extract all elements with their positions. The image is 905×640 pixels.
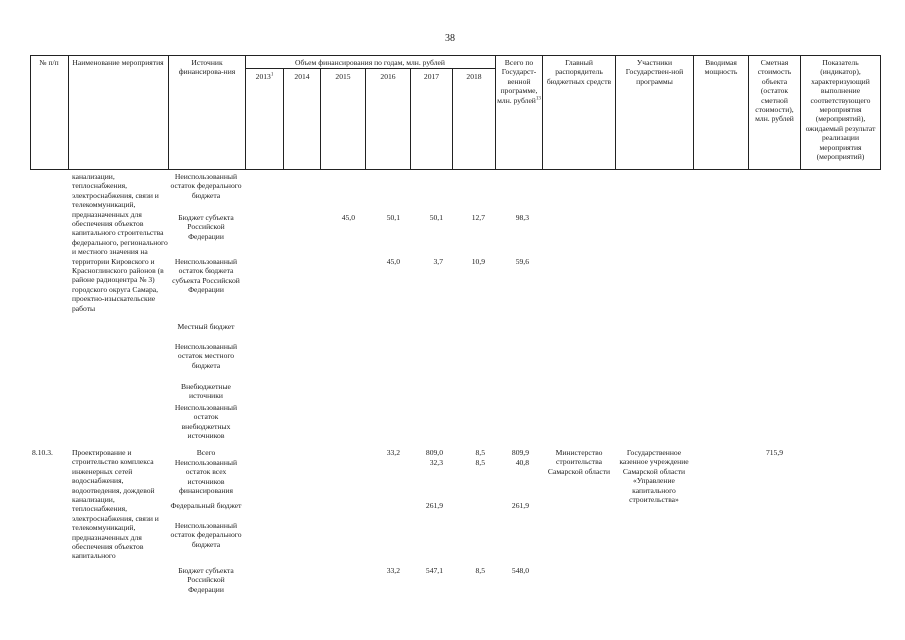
row-810-3-value-2018: 8,5 — [475, 448, 485, 457]
row-810-3-value-2017: 32,3 — [429, 458, 443, 467]
header-volume: Объем финансирования по годам, млн. рублей — [295, 58, 445, 67]
row-810-3-value-2018: 8,5 — [475, 566, 485, 575]
row-810-3-source-label: Всего — [196, 448, 216, 457]
row-prev-source-label: Неиспользованный остаток бюджета субъекта Российской Федерации — [172, 257, 240, 295]
header-year-2017: 2017 — [423, 72, 440, 81]
row-prev-source-label: Неиспользованный остаток федерального бюджета — [170, 172, 242, 200]
header-distributor: Главный распорядитель бюджетных средств — [546, 58, 612, 86]
header-year-2014: 2014 — [294, 72, 310, 81]
header-year-2013: 2013$^1$ — [255, 72, 274, 81]
row-810-3-source-label: Бюджет субъекта Российской Федерации — [178, 566, 234, 594]
row-810-3-value-2017: 547,1 — [425, 566, 443, 575]
row-prev-value-2017: 50,1 — [429, 213, 443, 222]
header-year-2016: 2016 — [380, 72, 396, 81]
row-810-3-participants: Государственное казенное учреждение Самарской области «Управление капитального строительства» — [619, 448, 689, 505]
row-prev-value-2015: 45,0 — [341, 213, 355, 222]
row-prev-source-label: Бюджет субъекта Российской Федерации — [178, 213, 234, 241]
header-total: Всего по Государст-венной программе, млн. рублей$^{13}$ — [497, 58, 541, 105]
row-prev-name: канализации, теплоснабжения, электроснабжения, связи и телекоммуникаций, предназначенных для обеспечения объектов капитального строительства федерального, регионального и местного значения на территории Кировского и Красноглинского районов (в районе радиоцентра № 3) городского округа Самара, проектно-изыскательские работы — [72, 172, 168, 313]
row-810-3-value-total: 548,0 — [511, 566, 529, 575]
row-810-3-value-total: 261,9 — [511, 501, 529, 510]
row-810-3-value-2016: 33,2 — [386, 448, 400, 457]
row-810-3-value-total: 40,8 — [515, 458, 529, 467]
row-prev-source-label: Неиспользованный остаток внебюджетных источников — [174, 403, 238, 441]
row-810-3-value-total: 809,9 — [511, 448, 529, 457]
header-number: № п/п — [39, 58, 59, 67]
header-participants: Участники Государствен-ной программы — [625, 58, 684, 86]
row-prev-value-2016: 50,1 — [386, 213, 400, 222]
row-810-3-value-2017: 809,0 — [425, 448, 443, 457]
header-name: Наименование мероприятия — [72, 58, 164, 67]
header-year-2018: 2018 — [466, 72, 482, 81]
row-prev-value-2016: 45,0 — [386, 257, 400, 266]
row-810-3-name: Проектирование и строительство комплекса инженерных сетей водоснабжения, водоотведения, дождевой канализации, теплоснабжения, электроснабжения, связи и телекоммуникаций, предназначенных для обеспечения объектов капитального — [72, 448, 159, 561]
row-810-3-distributor: Министерство строительства Самарской области — [547, 448, 611, 476]
row-prev-value-total: 98,3 — [515, 213, 529, 222]
row-810-3-source-label: Неиспользованный остаток всех источников финансирования — [174, 458, 238, 496]
page-number: 38 — [445, 33, 455, 44]
row-810-3-value-2018: 8,5 — [475, 458, 485, 467]
row-810-3-number: 8.10.3. — [32, 448, 53, 457]
row-prev-value-total: 59,6 — [515, 257, 529, 266]
row-prev-source-label: Неиспользованный остаток местного бюджета — [174, 342, 238, 370]
row-prev-source-label: Местный бюджет — [177, 322, 235, 331]
row-prev-source-label: Внебюджетные источники — [181, 382, 231, 401]
row-810-3-source-label: Федеральный бюджет — [170, 501, 242, 510]
header-year-2015: 2015 — [335, 72, 351, 81]
row-810-3-estimate: 715,9 — [765, 448, 784, 457]
row-810-3-value-2017: 261,9 — [425, 501, 443, 510]
header-source: Источник финансирова-ния — [178, 58, 236, 77]
header-indicator: Показатель (индикатор), характеризующий выполнение соответствующего мероприятия (мероприятий), ожидаемый результат реализации мероприятия (мероприятий) — [805, 58, 876, 162]
row-prev-value-2018: 10,9 — [471, 257, 485, 266]
row-prev-value-2018: 12,7 — [471, 213, 485, 222]
row-prev-value-2017: 3,7 — [433, 257, 443, 266]
header-capacity: Вводимая мощность — [704, 58, 738, 77]
header-estimate: Сметная стоимость объекта (остаток сметной стоимости), млн. рублей — [755, 58, 794, 124]
row-810-3-source-label: Неиспользованный остаток федерального бюджета — [170, 521, 242, 549]
row-810-3-value-2016: 33,2 — [386, 566, 400, 575]
